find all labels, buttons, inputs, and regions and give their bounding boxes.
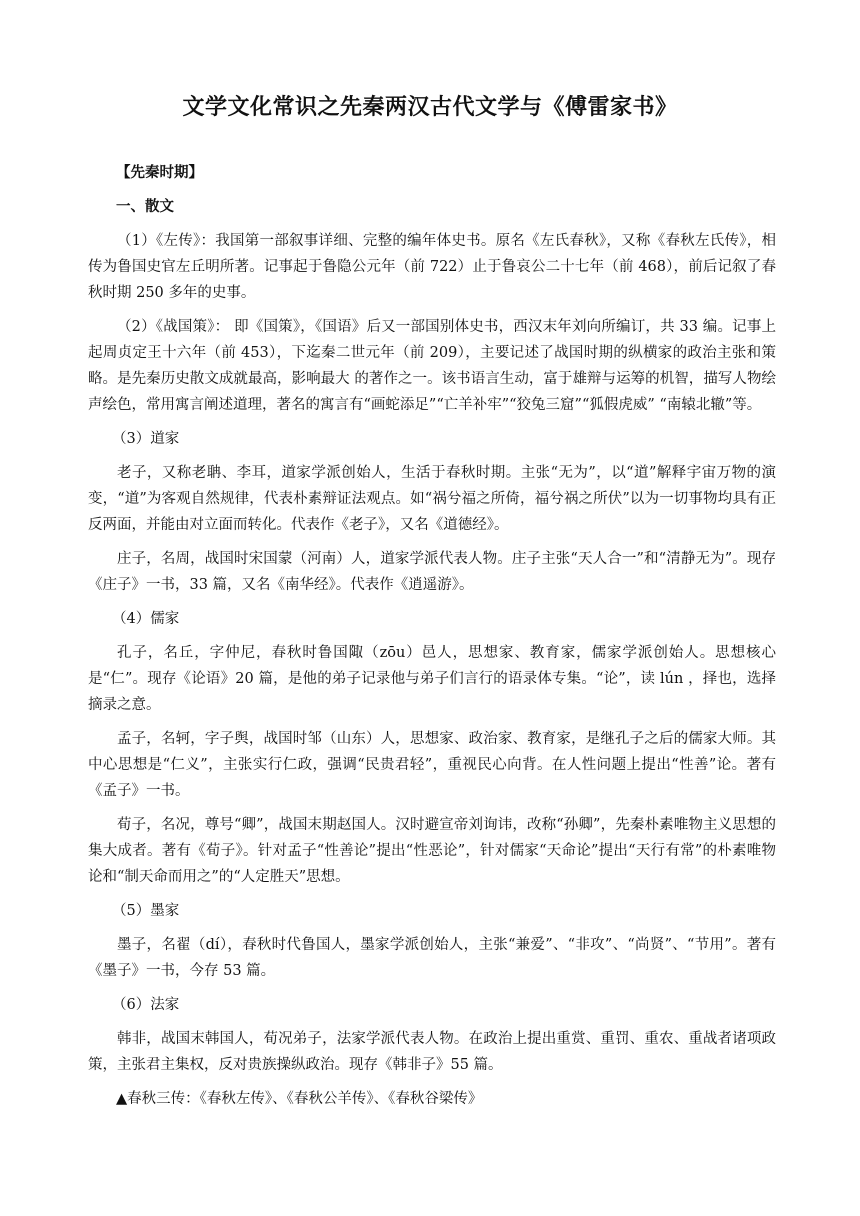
paragraph-zhuangzi: 庄子，名周，战国时宋国蒙（河南）人，道家学派代表人物。庄子主张“天人合一”和“清静无为”。现存《庄子》一书，33 篇，又名《南华经》。代表作《逍遥游》。 [88, 551, 776, 593]
paragraph-kongzi: 孔子，名丘，字仲尼，春秋时鲁国陬（zōu）邑人，思想家、教育家，儒家学派创始人。思想核心是“仁”。现存《论语》20 篇，是他的弟子记录他与弟子们言行的语录体专集。“论”，读 lún ，择也，选择摘录之意。 [88, 645, 776, 713]
subheading-fajia: （6）法家 [112, 997, 180, 1013]
paragraph-hanfei: 韩非，战国末韩国人，荀况弟子，法家学派代表人物。在政治上提出重赏、重罚、重农、重战者诸项政策，主张君主集权，反对贵族操纵政治。现存《韩非子》55 篇。 [88, 1031, 776, 1073]
note-chunqiu-sanzhuan: ▲春秋三传：《春秋左传》、《春秋公羊传》、《春秋谷梁传》 [116, 1091, 483, 1107]
paragraph-mengzi: 孟子，名轲，字子舆，战国时邹（山东）人，思想家、政治家、教育家，是继孔子之后的儒家大师。其中心思想是“仁义”，主张实行仁政，强调“民贵君轻”，重视民心向背。在人性问题上提出“性善”论。著有《孟子》一书。 [88, 731, 776, 799]
paragraph-mozi: 墨子，名翟（dí），春秋时代鲁国人，墨家学派创始人，主张“兼爱”、“非攻”、“尚贤”、“节用”。著有《墨子》一书，今存 53 篇。 [88, 937, 776, 979]
paragraph-zhanguoce: （2）《战国策》： 即《国策》，《国语》后又一部国别体史书，西汉末年刘向所编订，共 33 编。记事上起周贞定王十六年（前 453），下迄秦二世元年（前 209），主要记述了战国时期的纵横家的政治主张和策略。是先秦历史散文成就最高，影响最大 的著作之一。该书语言生动，富于雄辩与运筹的机智，描写人物绘声绘色，常用寓言阐述道理，著名的寓言有“画蛇添足”“亡羊补牢”“狡兔三窟”“狐假虎威” “南辕北辙”等。 [88, 319, 776, 413]
paragraph-laozi: 老子，又称老聃、李耳，道家学派创始人，生活于春秋时期。主张“无为”，以“道”解释宇宙万物的演变，“道”为客观自然规律，代表朴素辩证法观点。如“祸兮福之所倚，福兮祸之所伏”以为一切事物均具有正反两面，并能由对立面而转化。代表作《老子》，又名《道德经》。 [88, 465, 776, 533]
paragraph-zuozhuan: （1）《左传》：我国第一部叙事详细、完整的编年体史书。原名《左氏春秋》，又称《春秋左氏传》，相传为鲁国史官左丘明所著。记事起于鲁隐公元年（前 722）止于鲁哀公二十七年（前 468），前后记叙了春秋时期 250 多年的史事。 [88, 233, 776, 301]
document-title: 文学文化常识之先秦两汉古代文学与《傅雷家书》 [182, 94, 678, 120]
subheading-mojia: （5）墨家 [112, 903, 180, 919]
subheading-rujia: （4）儒家 [112, 611, 180, 627]
paragraph-xunzi: 荀子，名况，尊号“卿”，战国末期赵国人。汉时避宣帝刘询讳，改称“孙卿”，先秦朴素唯物主义思想的集大成者。著有《荀子》。针对孟子“性善论”提出“性恶论”，针对儒家“天命论”提出“天行有常”的朴素唯物论和“制天命而用之”的“人定胜天”思想。 [88, 817, 776, 885]
section-heading: 【先秦时期】 [116, 164, 203, 181]
document-body [88, 160, 776, 1112]
subheading-daojia: （3）道家 [112, 431, 180, 447]
subsection-heading: 一、散文 [116, 198, 174, 215]
